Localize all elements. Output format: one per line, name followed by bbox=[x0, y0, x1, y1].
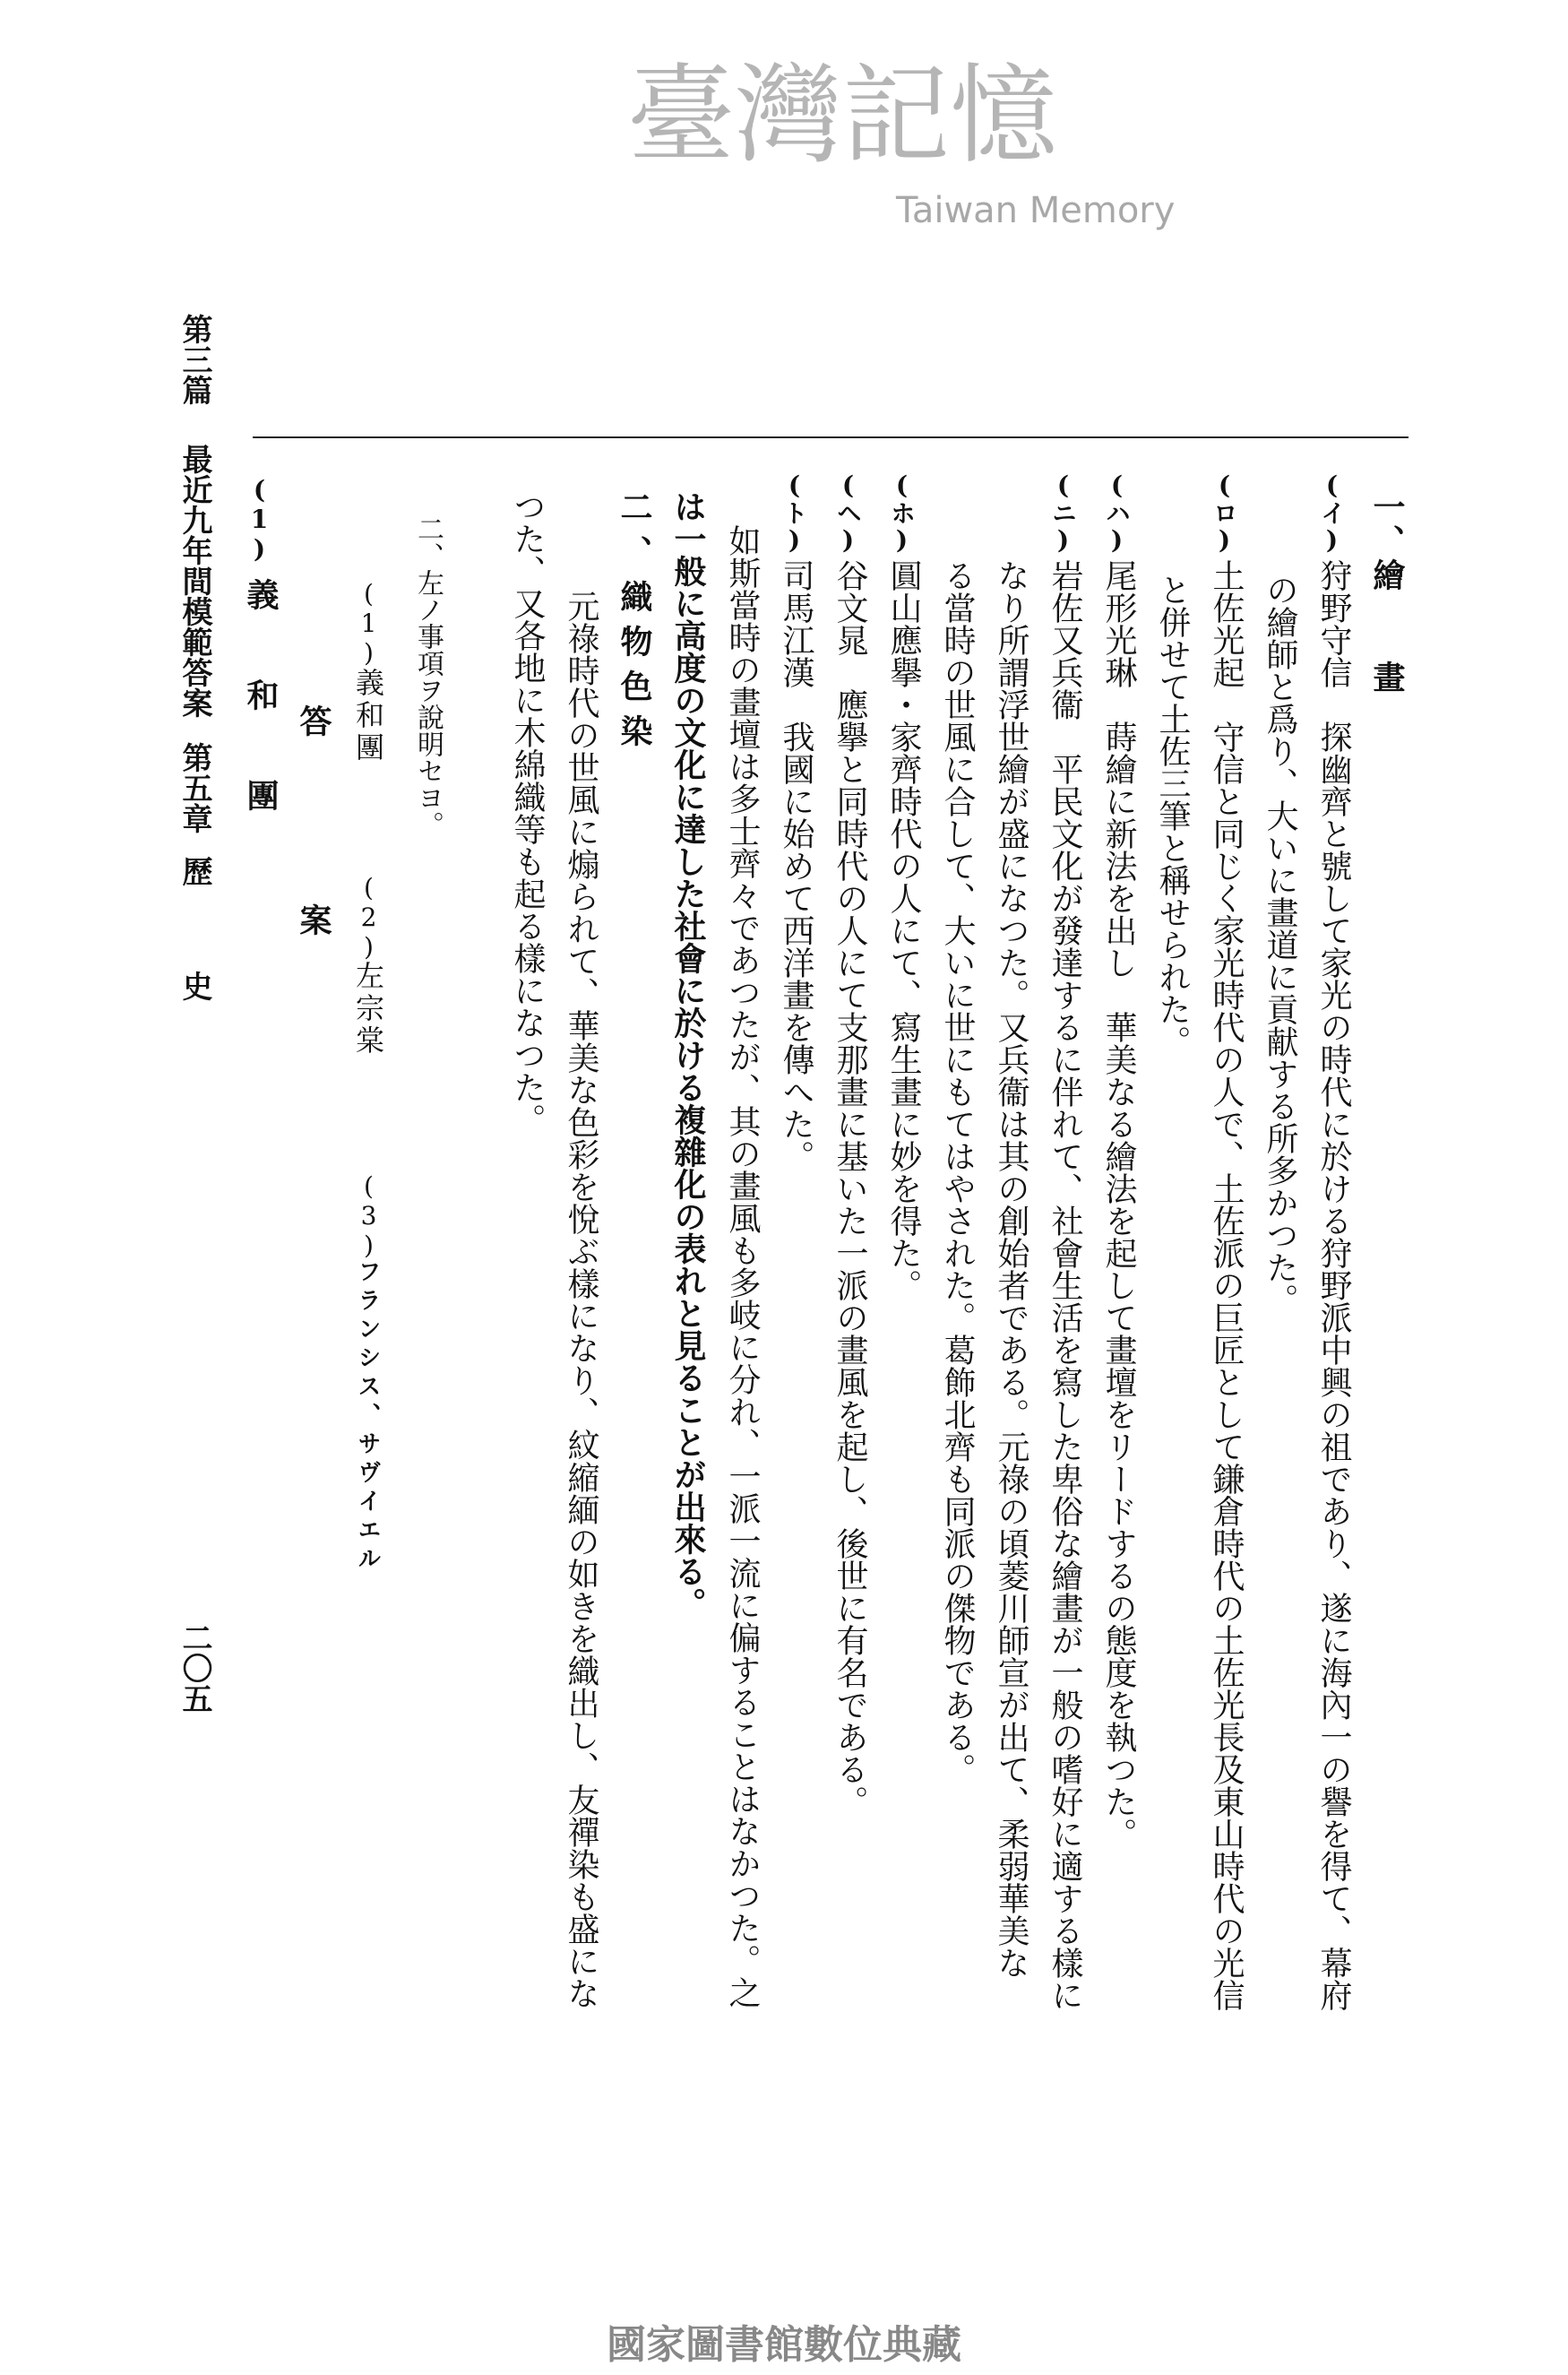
header-rule bbox=[253, 436, 1409, 438]
section-text: つた、又各地に木綿織等も起る樣になつた。 bbox=[509, 490, 546, 1136]
answer-heading: 義 和 團 bbox=[242, 578, 280, 829]
item-text: 谷文晁 應擧と同時代の人にて支那畫に基いた一派の畫風を起し、後世に有名である。 bbox=[831, 559, 868, 1818]
answer-number: (1) bbox=[245, 475, 274, 564]
item-label: (ホ) bbox=[887, 471, 917, 555]
question-item-number: (3) bbox=[354, 1171, 383, 1260]
question-item: 義和團 bbox=[351, 668, 385, 764]
header-part: 第三篇 bbox=[177, 314, 212, 405]
section-text: 元祿時代の世風に煽られて、華美な色彩を悅ぶ樣になり、紋縮緬の如きを織出し、友禪染も盛にな bbox=[563, 590, 599, 2009]
item-text: 狩野守信 探幽齊と號して家光の時代に於ける狩野派中興の祖であり、遂に海內一の譽を得て、幕府 bbox=[1315, 559, 1352, 2011]
item-label: (ハ) bbox=[1102, 471, 1132, 555]
item-text: と併せて土佐三筆と稱せられた。 bbox=[1154, 574, 1191, 1058]
answer-title: 答 bbox=[295, 704, 332, 737]
summary-text: は一般に高度の文化に達した社會に於ける複雜化の表れと見ることが出來る。 bbox=[669, 490, 707, 1619]
item-label: (イ) bbox=[1317, 471, 1347, 555]
question-item-number: (1) bbox=[354, 579, 383, 668]
item-text: る當時の世風に合して、大いに世にもてはやされた。葛飾北齊も同派の傑物である。 bbox=[939, 559, 976, 1785]
footer-archive-label: 國家圖書館數位典藏 bbox=[607, 2322, 961, 2368]
header-subject: 歷 史 bbox=[177, 856, 212, 1028]
item-text: 土佐光起 守信と同じく家光時代の人で、土佐派の巨匠として鎌倉時代の土佐光長及東山時代の光信 bbox=[1208, 559, 1245, 2011]
item-text: 尾形光琳 蒔繪に新法を出し 華美なる繪法を起して畫壇をリードするの態度を執つた。 bbox=[1100, 559, 1137, 1850]
item-text: 岩佐又兵衞 平民文化が發達するに伴れて、社會生活を寫した卑俗な繪畫が一般の嗜好に適する樣に bbox=[1047, 559, 1083, 2011]
watermark-logo: 臺灣記憶 bbox=[627, 54, 1057, 178]
watermark-english: Taiwan Memory bbox=[896, 190, 1176, 231]
item-text: 司馬江漢 我國に始めて西洋畫を傳へた。 bbox=[778, 559, 814, 1172]
question-item-number: (2) bbox=[354, 873, 383, 962]
item-label: (ロ) bbox=[1210, 471, 1239, 555]
header-book-title: 最近九年間模範答案 bbox=[177, 444, 212, 718]
section-heading-textiles: 二、織物色染 bbox=[616, 490, 653, 759]
question-item: フランシス、サヴイエル bbox=[354, 1259, 381, 1575]
item-text: なり所謂浮世繪が盛になつた。又兵衞は其の創始者である。元祿の頃菱川師宣が出て、柔弱華美な bbox=[993, 559, 1030, 1979]
item-label: (ヘ) bbox=[833, 471, 863, 555]
item-label: (ニ) bbox=[1048, 471, 1078, 555]
question-prompt: 二、左ノ事項ヲ說明セヨ。 bbox=[412, 515, 444, 838]
section-heading-painting: 一、繪 畫 bbox=[1368, 490, 1406, 695]
summary-text: 如斯當時の畫壇は多士齊々であつたが、其の畫風も多岐に分れ、一派一流に偏することはなかつた。之 bbox=[724, 524, 761, 2008]
item-text: の繪師と爲り、大いに畫道に貢献する所多かつた。 bbox=[1262, 574, 1298, 1316]
item-text: 圓山應擧・家齊時代の人にて、寫生畫に妙を得た。 bbox=[885, 559, 922, 1301]
item-label: (ト) bbox=[780, 471, 809, 555]
answer-title: 案 bbox=[295, 903, 332, 936]
question-item: 左宗棠 bbox=[351, 961, 385, 1058]
header-chapter: 第五章 bbox=[177, 742, 212, 833]
page-number: 二〇五 bbox=[177, 1622, 212, 1714]
